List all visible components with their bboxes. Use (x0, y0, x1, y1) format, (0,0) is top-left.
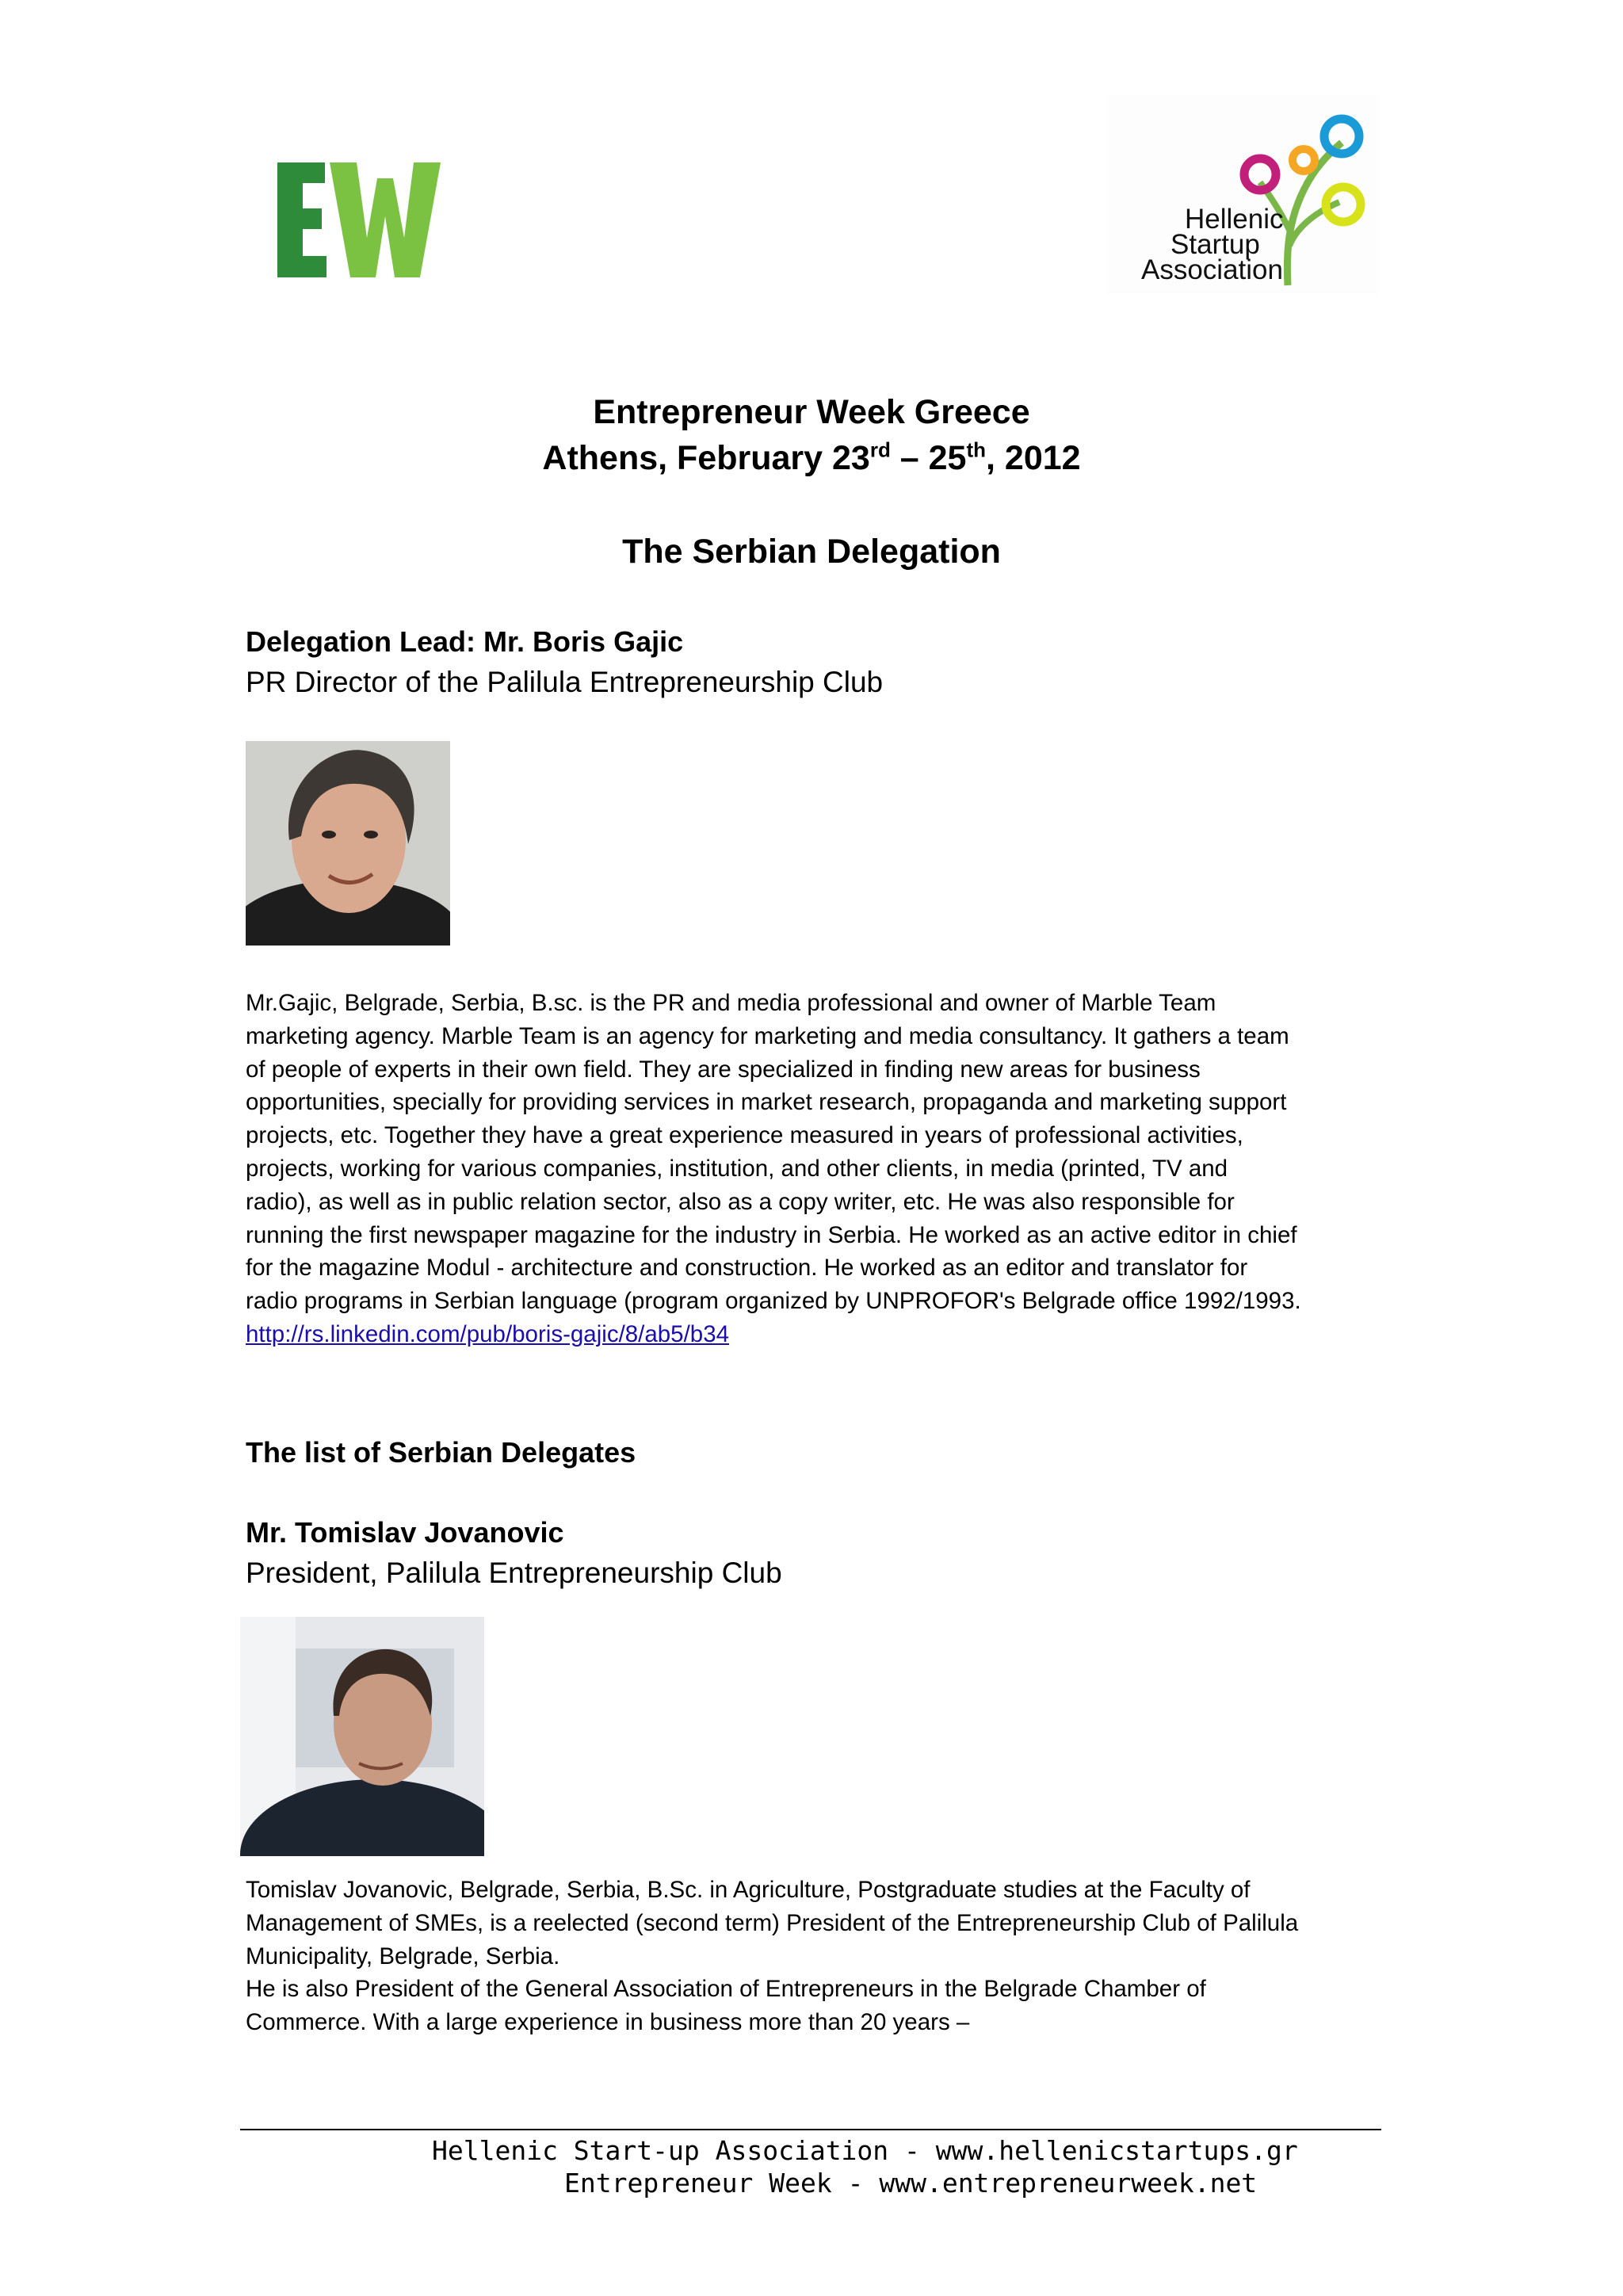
delegate-bio-line: Management of SMEs, is a reelected (second term) President of the Entrepreneurship Club of Palilula (246, 1909, 1299, 1936)
lead-photo (246, 741, 450, 946)
event-dates (0, 436, 1623, 480)
lead-bio-line: marketing agency. Marble Team is an agency for marketing and media consultancy. It gathers a team (246, 1022, 1289, 1049)
delegate-bio-line: Commerce. With a large experience in business more than 20 years – (246, 2009, 970, 2036)
lead-bio-line: Mr.Gajic, Belgrade, Serbia, B.sc. is the PR and media professional and owner of Marble Team (246, 990, 1216, 1016)
hellenic-startup-association-logo (1106, 95, 1379, 293)
linkedin-profile-link[interactable]: http://rs.linkedin.com/pub/boris-gajic/8/ab5/b34 (246, 1320, 730, 1347)
lead-heading: Delegation Lead: Mr. Boris Gajic (246, 625, 684, 658)
delegate-name: Mr. Tomislav Jovanovic (246, 1516, 564, 1549)
event-dates-sup-rd: rd (869, 437, 891, 462)
event-dates-mid: – 25 (890, 439, 967, 477)
lead-bio-line: radio programs in Serbian language (program organized by UNPROFOR's Belgrade office 1992/1993. (246, 1288, 1301, 1315)
page-title: Entrepreneur Week Greece (593, 393, 1030, 431)
delegate-bio-line: He is also President of the General Association of Entrepreneurs in the Belgrade Chamber of (246, 1976, 1206, 2003)
delegate-bio-line: Tomislav Jovanovic, Belgrade, Serbia, B.Sc. in Agriculture, Postgraduate studies at the Faculty of (246, 1877, 1251, 1903)
lead-bio-line: projects, working for various companies, institution, and other clients, in media (printed, TV and (246, 1155, 1228, 1182)
lead-bio (246, 987, 1387, 1351)
delegate-bio (246, 1874, 1387, 2039)
hsa-word-3: Association (1141, 254, 1283, 285)
lead-bio-line: opportunities, specially for providing services in market research, propaganda and marketing support (246, 1089, 1287, 1116)
lead-bio-line: for the magazine Modul - architecture and construction. He worked as an editor and translator for (246, 1255, 1248, 1282)
lead-bio-line: projects, etc. Together they have a great experience measured in years of professional activities, (246, 1122, 1243, 1149)
delegate-portrait-image (240, 1617, 484, 1856)
footer-hsa-line: Hellenic Start-up Association - www.hellenicstartups.gr (432, 2135, 1298, 2166)
delegate-photo (240, 1617, 484, 1856)
footer-divider (240, 2129, 1381, 2130)
lead-bio-line: of people of experts in their own field. They are specialized in finding new areas for business (246, 1056, 1201, 1083)
delegate-bio-line: Municipality, Belgrade, Serbia. (246, 1943, 560, 1969)
lead-bio-line: radio), as well as in public relation sector, also as a copy writer, etc. He was also responsible for (246, 1188, 1235, 1215)
event-dates-sup-th: th (966, 437, 987, 462)
event-dates-start: Athens, February 23 (542, 439, 870, 477)
delegates-list-heading: The list of Serbian Delegates (246, 1436, 636, 1469)
lead-portrait-image (246, 741, 450, 946)
footer-ew-line: Entrepreneur Week - www.entrepreneurweek.net (564, 2168, 1258, 2199)
delegation-title: The Serbian Delegation (622, 533, 1001, 571)
hsa-word-2: Startup (1170, 229, 1260, 260)
lead-role: PR Director of the Palilula Entrepreneurship Club (246, 666, 884, 698)
lead-bio-line: running the first newspaper magazine for the industry in Serbia. He worked as an active editor in chief (246, 1221, 1297, 1248)
ew-logo-graphic (277, 162, 460, 277)
ew-logo (277, 162, 460, 277)
event-dates-end: , 2012 (986, 439, 1081, 477)
hsa-word-1: Hellenic (1185, 204, 1284, 235)
delegate-role: President, Palilula Entrepreneurship Club (246, 1557, 782, 1589)
